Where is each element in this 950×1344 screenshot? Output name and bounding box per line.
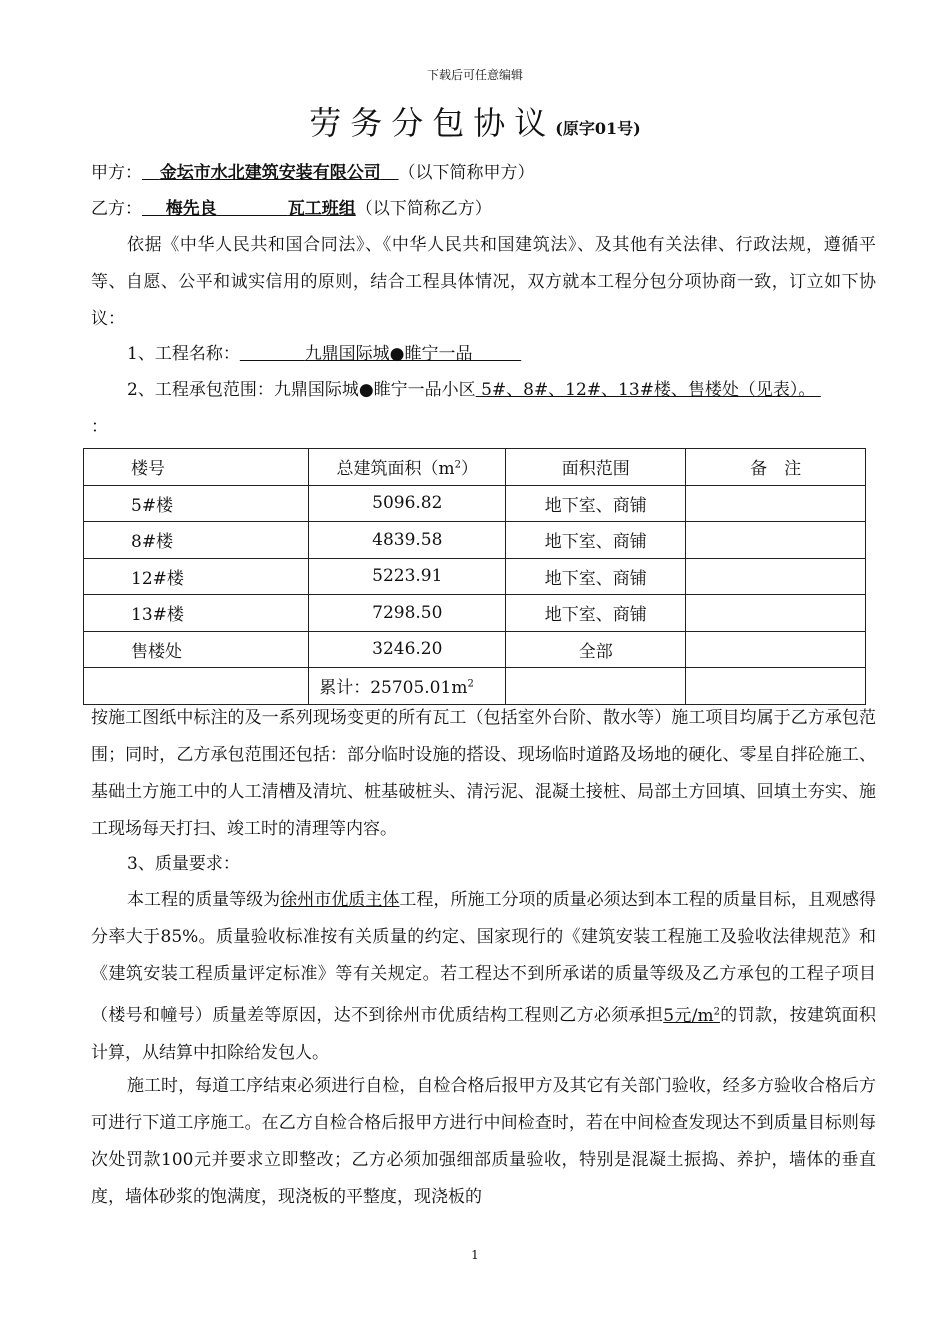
cell-scope: 地下室、商铺 — [506, 522, 686, 559]
cell-building: 售楼处 — [84, 631, 309, 668]
table-total-row — [84, 668, 866, 705]
table-header-row — [84, 449, 866, 486]
table-row — [84, 631, 866, 668]
cell-note — [686, 631, 866, 668]
party-a-suffix: （以下简称甲方） — [398, 163, 535, 183]
cell-scope: 地下室、商铺 — [506, 558, 686, 595]
party-a-label: 甲方： — [91, 163, 142, 183]
party-a-line — [91, 155, 881, 192]
party-b-suffix: （以下简称乙方） — [355, 199, 492, 219]
scope-paragraph: 按施工图纸中标注的及一系列现场变更的所有瓦工（包括室外台阶、散水等）施工项目均属于乙方承包范围；同时，乙方承包范围还包括：部分临时设施的搭设、现场临时道路及场地的硬化、零星自拌砼施工、基础土方施工中的人工清槽及清坑、桩基破桩头、清污泥、混凝土接桩、局部土方回填、回填土夯实、施工现场每天打扫、竣工时的清理等内容。 — [91, 708, 876, 839]
table-row — [84, 558, 866, 595]
table-row — [84, 595, 866, 632]
page-header: 下载后可任意编辑 — [426, 68, 523, 82]
cell-scope: 全部 — [506, 631, 686, 668]
penalty-rate: 5元$/m^2$ — [663, 1005, 720, 1026]
party-b-line — [91, 191, 881, 228]
cell-area: 5096.82 — [309, 485, 506, 522]
cell-area: 3246.20 — [309, 631, 506, 668]
cell-building: 5#楼 — [84, 485, 309, 522]
cell-building: 8#楼 — [84, 522, 309, 559]
intro-paragraph: 依据《中华人民共和国合同法》、《中华人民共和国建筑法》、及其他有关法律、行政法规，遵循平等、自愿、公平和诚实信用的原则，结合工程具体情况，双方就本工程分包分项协商一致，订立如下协议： — [91, 235, 876, 329]
table-row — [84, 485, 866, 522]
item-1-value: 九鼎国际城●睢宁一品 — [304, 344, 473, 364]
scope-table — [83, 448, 866, 705]
item-1-line — [127, 336, 917, 373]
party-a-name: 金坛市水北建筑安装有限公司 — [159, 163, 381, 183]
cell-scope: 地下室、商铺 — [506, 485, 686, 522]
colon-mark: ： — [91, 417, 108, 437]
header-scope: 面积范围 — [506, 449, 686, 486]
cell-area: 4839.58 — [309, 522, 506, 559]
header-note: 备 注 — [686, 449, 866, 486]
cell-empty — [506, 668, 686, 705]
cell-empty — [686, 668, 866, 705]
cell-note — [686, 485, 866, 522]
cell-note — [686, 522, 866, 559]
cell-scope: 地下室、商铺 — [506, 595, 686, 632]
cell-area: 7298.50 — [309, 595, 506, 632]
header-building: 楼号 — [84, 449, 309, 486]
party-b-name: 梅先良 瓦工班组 — [165, 199, 356, 219]
item-2-label: 2、工程承包范围：九鼎国际城●睢宁一品小区 — [127, 380, 476, 400]
page-number: 1 — [471, 1248, 479, 1262]
cell-building: 13#楼 — [84, 595, 309, 632]
quality-paragraph-1: 本工程的质量等级为徐州市优质主体工程，所施工分项的质量必须达到本工程的质量目标，且观感得分率大于85%。质量验收标准按有关质量的约定、国家现行的《建筑安装工程施工及验收法律规范》和《建筑安装工程质量评定标准》等有关规定。若工程达不到所承诺的质量等级及乙方承包的工程子项目（楼号和幢号）质量差等原因，达不到徐州市优质结构工程则乙方必须承担5元$/m^2$的罚款，按建筑面积计算，从结算中扣除给发包人。 — [91, 890, 877, 1063]
document-title — [0, 98, 950, 144]
item-2-line — [127, 372, 917, 409]
table-row — [84, 522, 866, 559]
cell-note — [686, 595, 866, 632]
cell-empty — [84, 668, 309, 705]
item-2-value: 5#、8#、12#、13#楼、售楼处（见表）。 — [481, 380, 816, 400]
cell-total: 累计：$25705.01m^2$ — [309, 668, 506, 705]
cell-building: 12#楼 — [84, 558, 309, 595]
quality-paragraph-2: 施工时，每道工序结束必须进行自检，自检合格后报甲方及其它有关部门验收，经多方验收合格后方可进行下道工序施工。在乙方自检合格后报甲方进行中间检查时，若在中间检查发现达不到质量目标则每次处罚款100元并要求立即整改；乙方必须加强细部质量验收，特别是混凝土振捣、养护，墙体的垂直度，墙体砂浆的饱满度，现浇板的平整度，现浇板的 — [91, 1076, 876, 1207]
quality-level: 徐州市优质主体 — [280, 890, 400, 910]
cell-note — [686, 558, 866, 595]
title-sub: (原字01号) — [555, 119, 641, 138]
party-b-label: 乙方： — [91, 199, 142, 219]
header-area: 总建筑面积$(m^2)$ — [309, 449, 506, 486]
item-1-label: 1、工程名称： — [127, 344, 240, 364]
item-3-heading: 3、质量要求： — [127, 854, 240, 874]
title-main: 劳务分包协议 — [309, 104, 556, 142]
cell-area: 5223.91 — [309, 558, 506, 595]
